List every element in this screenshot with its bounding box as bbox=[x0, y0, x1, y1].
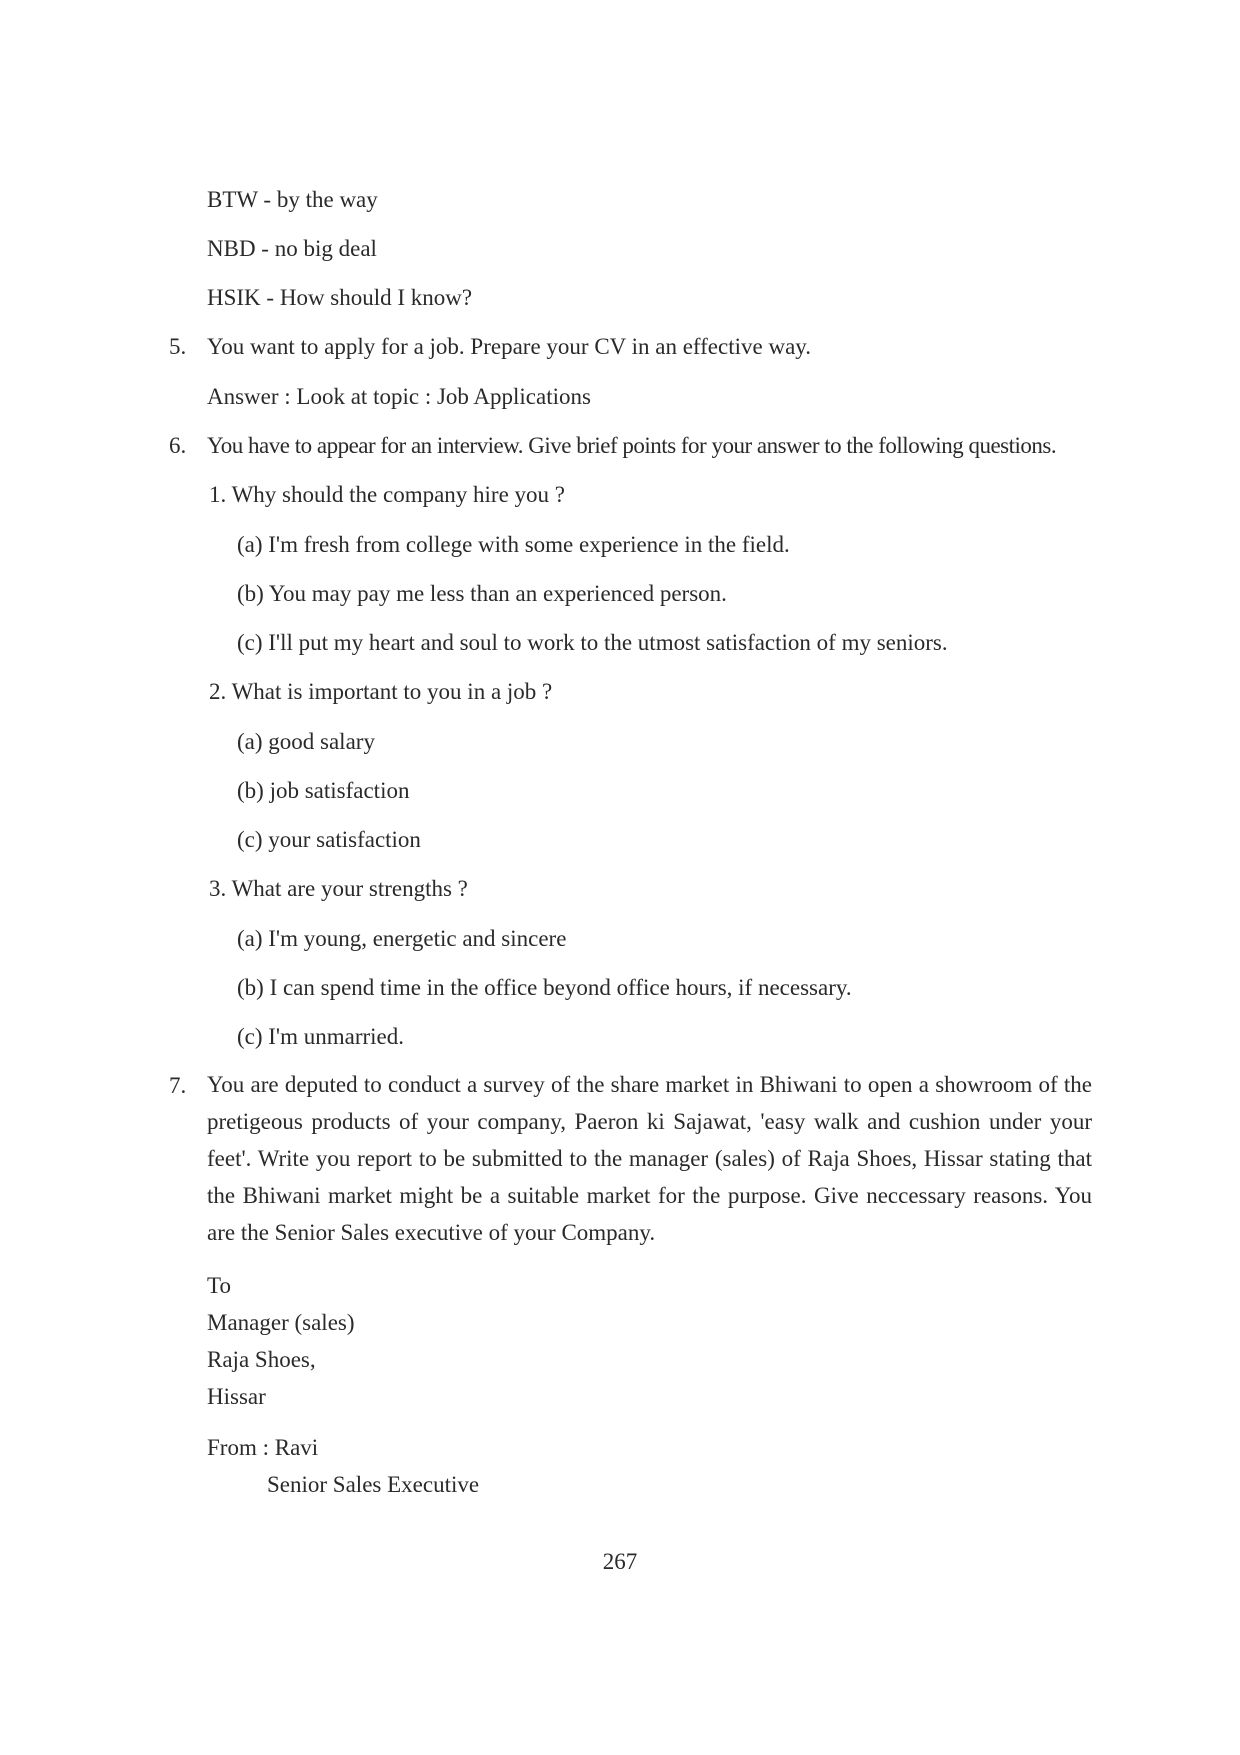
abbreviation-nbd: NBD - no big deal bbox=[207, 236, 377, 261]
subquestion-1-option-c: (c) I'll put my heart and soul to work to the utmost satisfaction of my seniors. bbox=[237, 630, 948, 655]
address-from-line: From : Ravi bbox=[207, 1435, 319, 1460]
subquestion-2-option-c: (c) your satisfaction bbox=[237, 827, 421, 852]
question-6-text: You have to appear for an interview. Give brief points for your answer to the following questions. bbox=[207, 433, 1057, 458]
subquestion-3-option-c: (c) I'm unmarried. bbox=[237, 1024, 404, 1049]
address-from-title: Senior Sales Executive bbox=[267, 1472, 480, 1497]
question-5-answer: Answer : Look at topic : Job Applications bbox=[207, 384, 591, 409]
page-number: 267 bbox=[602, 1549, 638, 1574]
abbreviation-hsik: HSIK - How should I know? bbox=[207, 285, 473, 310]
question-6-number: 6. bbox=[169, 433, 187, 458]
subquestion-1-option-b: (b) You may pay me less than an experienced person. bbox=[237, 581, 727, 606]
subquestion-2: 2. What is important to you in a job ? bbox=[209, 679, 553, 704]
question-7-text: You are deputed to conduct a survey of the share market in Bhiwani to open a showroom of the pretigeous products of your company, Paeron ki Sajawat, 'easy walk and cushion under your feet'. Write you report to be submitted to the manager (sales) of Raja Shoes, Hissar stating that the Bhiwani market might be a suitable market for the purpose. Give neccessary reasons. You are the Senior Sales executive of your Company. bbox=[207, 1072, 1092, 1245]
question-5-number: 5. bbox=[169, 334, 187, 359]
address-to-line-1: Manager (sales) bbox=[207, 1310, 355, 1335]
abbreviation-btw: BTW - by the way bbox=[207, 187, 378, 212]
subquestion-3-option-a: (a) I'm young, energetic and sincere bbox=[237, 926, 567, 951]
question-7-number: 7. bbox=[169, 1073, 187, 1098]
subquestion-3: 3. What are your strengths ? bbox=[209, 876, 468, 901]
address-to-line-3: Hissar bbox=[207, 1384, 266, 1409]
address-to-label: To bbox=[207, 1273, 231, 1298]
question-5-text: You want to apply for a job. Prepare your CV in an effective way. bbox=[207, 334, 812, 359]
subquestion-3-option-b: (b) I can spend time in the office beyond office hours, if necessary. bbox=[237, 975, 852, 1000]
subquestion-2-option-b: (b) job satisfaction bbox=[237, 778, 410, 803]
subquestion-1-option-a: (a) I'm fresh from college with some experience in the field. bbox=[237, 532, 790, 557]
subquestion-1: 1. Why should the company hire you ? bbox=[209, 482, 566, 507]
subquestion-2-option-a: (a) good salary bbox=[237, 729, 375, 754]
address-to-line-2: Raja Shoes, bbox=[207, 1347, 316, 1372]
